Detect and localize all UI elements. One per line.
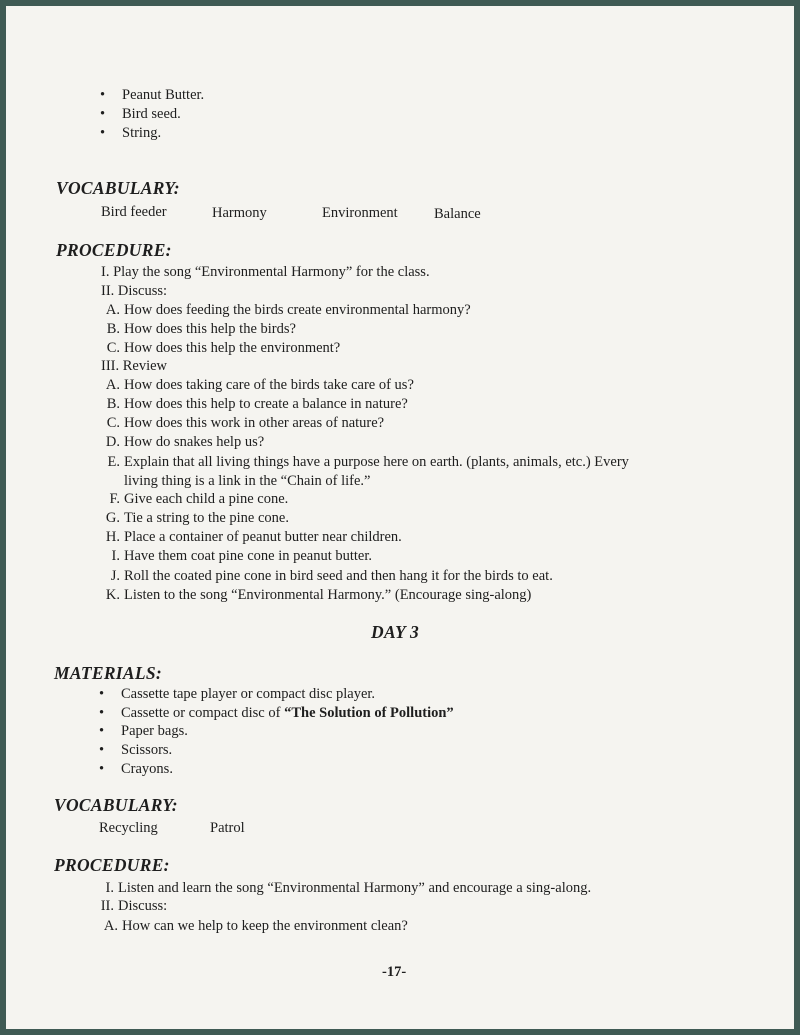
- materials-heading: MATERIALS:: [54, 663, 163, 683]
- procedure-step: I. Play the song “Environmental Harmony” for the class.: [101, 264, 430, 280]
- sub-step: F. Give each child a pine cone.: [109, 491, 289, 507]
- procedure-heading: PROCEDURE:: [56, 240, 172, 260]
- sub-step: G. Tie a string to the pine cone.: [105, 510, 289, 526]
- sub-step: D. How do snakes help us?: [105, 434, 265, 450]
- vocabulary-heading: VOCABULARY:: [56, 178, 180, 198]
- sub-step: B. How does this help the birds?: [106, 321, 296, 337]
- list-item: • Cassette tape player or compact disc player.: [99, 686, 376, 702]
- document-page: [6, 6, 794, 1029]
- sub-step: A. How does feeding the birds create environmental harmony?: [105, 302, 471, 318]
- page-number: -17-: [382, 964, 407, 980]
- list-item: • Peanut Butter.: [100, 87, 205, 103]
- sub-step: A. How can we help to keep the environment clean?: [103, 918, 408, 934]
- vocab-word: Recycling: [99, 820, 158, 836]
- sub-step: C. How does this work in other areas of nature?: [106, 415, 385, 431]
- sub-step: I. Have them coat pine cone in peanut butter.: [111, 548, 373, 564]
- vocab-word: Balance: [434, 206, 481, 222]
- sub-step: B. How does this help to create a balance in nature?: [106, 396, 408, 412]
- list-item: • String.: [100, 125, 162, 141]
- list-item: • Crayons.: [99, 761, 173, 777]
- day-heading: DAY 3: [371, 622, 420, 642]
- list-item: • Paper bags.: [99, 723, 188, 739]
- list-item: • Scissors.: [99, 742, 173, 758]
- vocabulary-heading: VOCABULARY:: [54, 795, 178, 815]
- procedure-step: I. Listen and learn the song “Environmental Harmony” and encourage a sing-along.: [105, 880, 592, 896]
- vocab-word: Patrol: [210, 820, 245, 836]
- procedure-step: III. Review: [101, 358, 168, 374]
- sub-step: J. Roll the coated pine cone in bird seed and then hang it for the birds to eat.: [110, 568, 553, 584]
- sub-step-continued: living thing is a link in the “Chain of life.”: [124, 473, 371, 489]
- procedure-step: II. Discuss:: [100, 898, 168, 914]
- sub-step: C. How does this help the environment?: [106, 340, 341, 356]
- procedure-step: II. Discuss:: [101, 283, 168, 299]
- vocab-word: Bird feeder: [101, 204, 167, 220]
- vocab-word: Environment: [322, 205, 398, 221]
- sub-step: E. Explain that all living things have a purpose here on earth. (plants, animals, etc.) Every: [107, 454, 629, 470]
- procedure-heading: PROCEDURE:: [54, 855, 170, 875]
- list-item: • Cassette or compact disc of “The Solution of Pollution”: [99, 705, 454, 721]
- list-item: • Bird seed.: [100, 106, 181, 122]
- sub-step: H. Place a container of peanut butter near children.: [105, 529, 402, 545]
- album-title: “The Solution of Pollution”: [284, 705, 454, 721]
- sub-step: K. Listen to the song “Environmental Harmony.” (Encourage sing-along): [105, 587, 532, 603]
- vocab-word: Harmony: [212, 205, 267, 221]
- sub-step: A. How does taking care of the birds take care of us?: [105, 377, 414, 393]
